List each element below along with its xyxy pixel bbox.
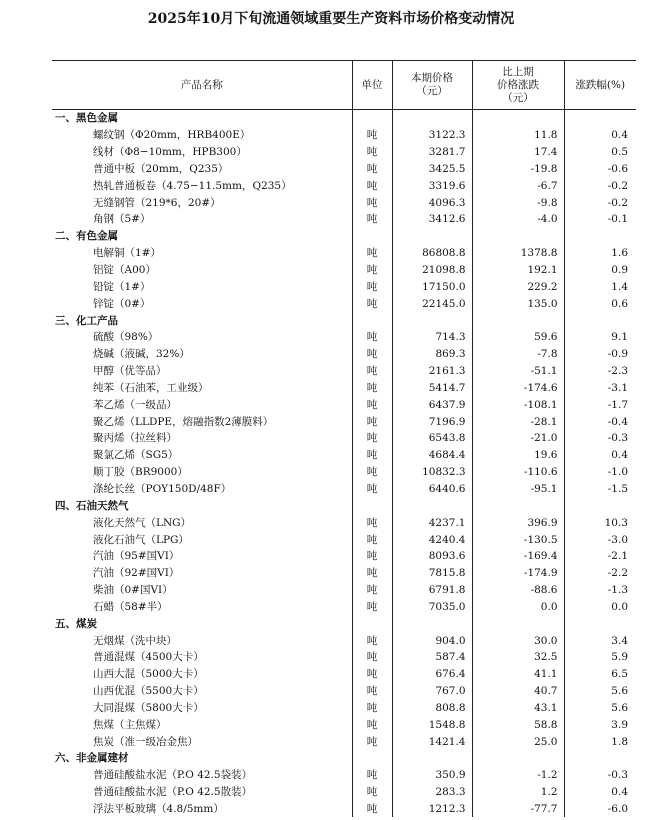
empty-cell [564, 497, 636, 514]
price-cell: 6440.6 [392, 481, 472, 498]
change-percent-cell: 3.9 [564, 716, 636, 733]
table-row [52, 514, 636, 531]
table-row [52, 177, 636, 194]
empty-cell [352, 615, 392, 632]
empty-cell [564, 750, 636, 767]
product-name: 铝锭（A00） [93, 264, 156, 277]
empty-cell [392, 750, 472, 767]
empty-cell [392, 615, 472, 632]
change-cell: -169.4 [472, 548, 564, 565]
unit-cell: 吨 [352, 481, 392, 498]
price-cell: 4096.3 [392, 194, 472, 211]
change-cell: -21.0 [472, 430, 564, 447]
unit-cell: 吨 [352, 329, 392, 346]
price-table [52, 60, 636, 817]
change-cell: -88.6 [472, 582, 564, 599]
change-percent-cell: 5.6 [564, 700, 636, 717]
empty-cell [352, 110, 392, 127]
price-cell: 4240.4 [392, 531, 472, 548]
change-cell: 25.0 [472, 733, 564, 750]
product-name: 柴油（0#国VI） [93, 584, 173, 597]
table-row [52, 245, 636, 262]
table-row [52, 683, 636, 700]
price-cell: 869.3 [392, 346, 472, 363]
section-label: 六、非金属建材 [55, 752, 129, 765]
table-row [52, 767, 636, 784]
change-percent-cell: -0.2 [564, 194, 636, 211]
table-row [52, 278, 636, 295]
section-label: 五、煤炭 [55, 617, 97, 630]
header-price [392, 61, 472, 110]
table-row [52, 363, 636, 380]
empty-cell [392, 312, 472, 329]
section-label: 二、有色金属 [55, 230, 118, 243]
table-header [52, 61, 636, 110]
change-cell: 229.2 [472, 278, 564, 295]
table-row [52, 329, 636, 346]
change-cell: 19.6 [472, 447, 564, 464]
change-cell: -77.7 [472, 801, 564, 818]
change-cell: 43.1 [472, 700, 564, 717]
change-percent-cell: 0.9 [564, 262, 636, 279]
product-name: 无缝钢管（219*6，20#） [93, 196, 221, 209]
change-cell: 0.0 [472, 598, 564, 615]
section-label: 一、黑色金属 [55, 112, 118, 125]
empty-cell [564, 110, 636, 127]
change-cell: 396.9 [472, 514, 564, 531]
change-percent-cell: -1.3 [564, 582, 636, 599]
table-row [52, 194, 636, 211]
change-cell: -9.8 [472, 194, 564, 211]
header-change-line: 价格涨跌 [497, 78, 539, 91]
product-name: 锌锭（0#） [93, 297, 151, 310]
product-name: 聚乙烯（LLDPE，熔融指数2薄膜料） [93, 415, 274, 428]
change-cell: 58.8 [472, 716, 564, 733]
table-body [52, 110, 636, 818]
product-name: 普通混煤（4500大卡） [93, 651, 204, 664]
header-change [472, 61, 564, 110]
table-row [52, 784, 636, 801]
change-cell: 59.6 [472, 329, 564, 346]
unit-cell: 吨 [352, 733, 392, 750]
product-name: 普通硅酸盐水泥（P.O 42.5散装） [93, 786, 253, 799]
table-row [52, 649, 636, 666]
empty-cell [352, 750, 392, 767]
price-cell: 1548.8 [392, 716, 472, 733]
empty-cell [472, 750, 564, 767]
product-name: 石蜡（58#半） [93, 600, 168, 613]
change-percent-cell: 0.0 [564, 598, 636, 615]
unit-cell: 吨 [352, 430, 392, 447]
change-cell: 1378.8 [472, 245, 564, 262]
change-percent-cell: -6.0 [564, 801, 636, 818]
change-percent-cell: 1.4 [564, 278, 636, 295]
price-cell: 4237.1 [392, 514, 472, 531]
product-name: 液化石油气（LPG） [93, 533, 189, 546]
price-cell: 2161.3 [392, 363, 472, 380]
table-row [52, 295, 636, 312]
unit-cell: 吨 [352, 278, 392, 295]
price-cell: 3281.7 [392, 144, 472, 161]
price-cell: 4684.4 [392, 447, 472, 464]
change-percent-cell: 0.5 [564, 144, 636, 161]
change-cell: 32.5 [472, 649, 564, 666]
product-name: 甲醇（优等品） [93, 365, 167, 378]
unit-cell: 吨 [352, 700, 392, 717]
change-percent-cell: 0.4 [564, 784, 636, 801]
unit-cell: 吨 [352, 716, 392, 733]
change-cell: -4.0 [472, 211, 564, 228]
product-name: 电解铜（1#） [93, 247, 161, 260]
table-row [52, 666, 636, 683]
section-row [52, 312, 636, 329]
empty-cell [472, 110, 564, 127]
product-name: 焦炭（准一级冶金焦） [93, 735, 198, 748]
unit-cell: 吨 [352, 784, 392, 801]
product-name: 山西优混（5500大卡） [93, 685, 204, 698]
change-cell: -110.6 [472, 464, 564, 481]
product-name: 汽油（95#国VI） [93, 550, 180, 563]
table-row [52, 700, 636, 717]
price-cell: 6543.8 [392, 430, 472, 447]
unit-cell: 吨 [352, 683, 392, 700]
section-row [52, 110, 636, 127]
price-cell: 1212.3 [392, 801, 472, 818]
unit-cell: 吨 [352, 767, 392, 784]
empty-cell [564, 312, 636, 329]
change-percent-cell: -0.2 [564, 177, 636, 194]
product-name: 顺丁胶（BR9000） [93, 466, 188, 479]
change-percent-cell: -3.1 [564, 380, 636, 397]
empty-cell [564, 228, 636, 245]
section-row [52, 750, 636, 767]
unit-cell: 吨 [352, 194, 392, 211]
product-name: 硫酸（98%） [93, 331, 159, 344]
price-cell: 904.0 [392, 632, 472, 649]
change-cell: 30.0 [472, 632, 564, 649]
unit-cell: 吨 [352, 245, 392, 262]
empty-cell [472, 615, 564, 632]
change-cell: 17.4 [472, 144, 564, 161]
header-price-line: （元） [416, 85, 448, 97]
product-name: 苯乙烯（一级品） [93, 398, 177, 411]
unit-cell: 吨 [352, 531, 392, 548]
table-row [52, 582, 636, 599]
table-row [52, 716, 636, 733]
unit-cell: 吨 [352, 161, 392, 178]
change-cell: -130.5 [472, 531, 564, 548]
change-percent-cell: 0.6 [564, 295, 636, 312]
header-change-line: （元） [502, 91, 534, 104]
section-row [52, 615, 636, 632]
table-row [52, 346, 636, 363]
unit-cell: 吨 [352, 464, 392, 481]
product-name: 角钢（5#） [93, 213, 151, 226]
unit-cell: 吨 [352, 565, 392, 582]
product-name: 涤纶长丝（POY150D/48F） [93, 482, 232, 495]
table-row [52, 733, 636, 750]
section-label: 四、石油天然气 [55, 499, 129, 512]
price-cell: 676.4 [392, 666, 472, 683]
price-cell: 3122.3 [392, 127, 472, 144]
change-percent-cell: -1.7 [564, 396, 636, 413]
product-name: 汽油（92#国VI） [93, 567, 180, 580]
change-cell: 41.1 [472, 666, 564, 683]
change-cell: -95.1 [472, 481, 564, 498]
price-cell: 10832.3 [392, 464, 472, 481]
price-cell: 808.8 [392, 700, 472, 717]
product-name: 螺纹钢（Φ20mm，HRB400E） [93, 129, 251, 142]
change-percent-cell: -0.6 [564, 161, 636, 178]
table-row [52, 211, 636, 228]
unit-cell: 吨 [352, 598, 392, 615]
table-row [52, 161, 636, 178]
change-cell: -7.8 [472, 346, 564, 363]
table-row [52, 565, 636, 582]
empty-cell [392, 497, 472, 514]
change-percent-cell: 0.4 [564, 447, 636, 464]
table-row [52, 380, 636, 397]
change-percent-cell: 1.8 [564, 733, 636, 750]
unit-cell: 吨 [352, 548, 392, 565]
change-cell: -28.1 [472, 413, 564, 430]
change-percent-cell: 5.9 [564, 649, 636, 666]
empty-cell [352, 497, 392, 514]
product-name: 普通中板（20mm，Q235） [93, 162, 229, 175]
unit-cell: 吨 [352, 632, 392, 649]
price-cell: 7196.9 [392, 413, 472, 430]
empty-cell [472, 312, 564, 329]
product-name: 大同混煤（5800大卡） [93, 701, 204, 714]
unit-cell: 吨 [352, 396, 392, 413]
change-percent-cell: 6.5 [564, 666, 636, 683]
empty-cell [392, 228, 472, 245]
change-percent-cell: 0.4 [564, 127, 636, 144]
header-unit: 单位 [352, 61, 392, 110]
unit-cell: 吨 [352, 295, 392, 312]
price-cell: 3412.6 [392, 211, 472, 228]
change-cell: 135.0 [472, 295, 564, 312]
table-row [52, 481, 636, 498]
unit-cell: 吨 [352, 127, 392, 144]
table-row [52, 801, 636, 818]
unit-cell: 吨 [352, 447, 392, 464]
empty-cell [392, 110, 472, 127]
product-name: 纯苯（石油苯，工业级） [93, 381, 209, 394]
price-cell: 5414.7 [392, 380, 472, 397]
product-name: 聚丙烯（拉丝料） [93, 432, 177, 445]
unit-cell: 吨 [352, 144, 392, 161]
unit-cell: 吨 [352, 380, 392, 397]
change-percent-cell: 3.4 [564, 632, 636, 649]
change-percent-cell: -2.1 [564, 548, 636, 565]
table-row [52, 447, 636, 464]
empty-cell [472, 497, 564, 514]
table-row [52, 144, 636, 161]
price-cell: 6437.9 [392, 396, 472, 413]
table-row [52, 413, 636, 430]
header-price-line: 本期价格 [411, 72, 453, 84]
product-name: 浮法平板玻璃（4.8/5mm） [93, 803, 224, 816]
change-cell: -108.1 [472, 396, 564, 413]
unit-cell: 吨 [352, 582, 392, 599]
price-cell: 6791.8 [392, 582, 472, 599]
change-cell: -1.2 [472, 767, 564, 784]
price-cell: 1421.4 [392, 733, 472, 750]
price-cell: 714.3 [392, 329, 472, 346]
table-row [52, 127, 636, 144]
price-cell: 17150.0 [392, 278, 472, 295]
empty-cell [564, 615, 636, 632]
empty-cell [352, 228, 392, 245]
change-percent-cell: -0.1 [564, 211, 636, 228]
section-row [52, 228, 636, 245]
product-name: 普通硅酸盐水泥（P.O 42.5袋装） [93, 769, 253, 782]
header-change-line: 比上期 [502, 65, 534, 78]
unit-cell: 吨 [352, 649, 392, 666]
change-percent-cell: -0.4 [564, 413, 636, 430]
unit-cell: 吨 [352, 514, 392, 531]
change-cell: 40.7 [472, 683, 564, 700]
price-cell: 3319.6 [392, 177, 472, 194]
price-cell: 7815.8 [392, 565, 472, 582]
page-title: 2025年10月下旬流通领域重要生产资料市场价格变动情况 [147, 11, 515, 27]
change-percent-cell: -0.9 [564, 346, 636, 363]
unit-cell: 吨 [352, 413, 392, 430]
change-percent-cell: 10.3 [564, 514, 636, 531]
change-percent-cell: -1.0 [564, 464, 636, 481]
unit-cell: 吨 [352, 262, 392, 279]
table-row [52, 262, 636, 279]
table-row [52, 464, 636, 481]
change-cell: -174.9 [472, 565, 564, 582]
change-percent-cell: 5.6 [564, 683, 636, 700]
product-name: 烧碱（液碱，32%） [93, 348, 190, 361]
price-cell: 350.9 [392, 767, 472, 784]
price-cell: 3425.5 [392, 161, 472, 178]
table-row [52, 396, 636, 413]
header-change-percent: 涨跌幅(%) [564, 61, 636, 110]
change-percent-cell: -2.3 [564, 363, 636, 380]
unit-cell: 吨 [352, 666, 392, 683]
unit-cell: 吨 [352, 363, 392, 380]
change-cell: -174.6 [472, 380, 564, 397]
change-cell: -6.7 [472, 177, 564, 194]
price-cell: 86808.8 [392, 245, 472, 262]
header-product-name: 产品名称 [52, 61, 352, 110]
change-cell: 192.1 [472, 262, 564, 279]
table-row [52, 531, 636, 548]
change-percent-cell: -2.2 [564, 565, 636, 582]
price-cell: 283.3 [392, 784, 472, 801]
product-name: 液化天然气（LNG） [93, 516, 192, 529]
price-cell: 767.0 [392, 683, 472, 700]
unit-cell: 吨 [352, 177, 392, 194]
empty-cell [352, 312, 392, 329]
table-row [52, 548, 636, 565]
product-name: 焦煤（主焦煤） [93, 718, 167, 731]
change-cell: -51.1 [472, 363, 564, 380]
change-percent-cell: -3.0 [564, 531, 636, 548]
unit-cell: 吨 [352, 801, 392, 818]
price-cell: 7035.0 [392, 598, 472, 615]
product-name: 无烟煤（洗中块） [93, 634, 177, 647]
section-label: 三、化工产品 [55, 314, 118, 327]
table-row [52, 430, 636, 447]
product-name: 线材（Φ8−10mm，HPB300） [93, 146, 247, 159]
empty-cell [472, 228, 564, 245]
unit-cell: 吨 [352, 346, 392, 363]
table-row [52, 632, 636, 649]
change-percent-cell: -0.3 [564, 430, 636, 447]
change-cell: 1.2 [472, 784, 564, 801]
price-cell: 22145.0 [392, 295, 472, 312]
change-cell: 11.8 [472, 127, 564, 144]
unit-cell: 吨 [352, 211, 392, 228]
change-percent-cell: -1.5 [564, 481, 636, 498]
product-name: 铅锭（1#） [93, 280, 151, 293]
change-cell: -19.8 [472, 161, 564, 178]
product-name: 热轧普通板卷（4.75−11.5mm，Q235） [93, 179, 292, 192]
price-cell: 587.4 [392, 649, 472, 666]
price-cell: 21098.8 [392, 262, 472, 279]
change-percent-cell: 1.6 [564, 245, 636, 262]
section-row [52, 497, 636, 514]
product-name: 山西大混（5000大卡） [93, 668, 204, 681]
price-cell: 8093.6 [392, 548, 472, 565]
change-percent-cell: 9.1 [564, 329, 636, 346]
table-row [52, 598, 636, 615]
change-percent-cell: -0.3 [564, 767, 636, 784]
product-name: 聚氯乙烯（SG5） [93, 449, 179, 462]
